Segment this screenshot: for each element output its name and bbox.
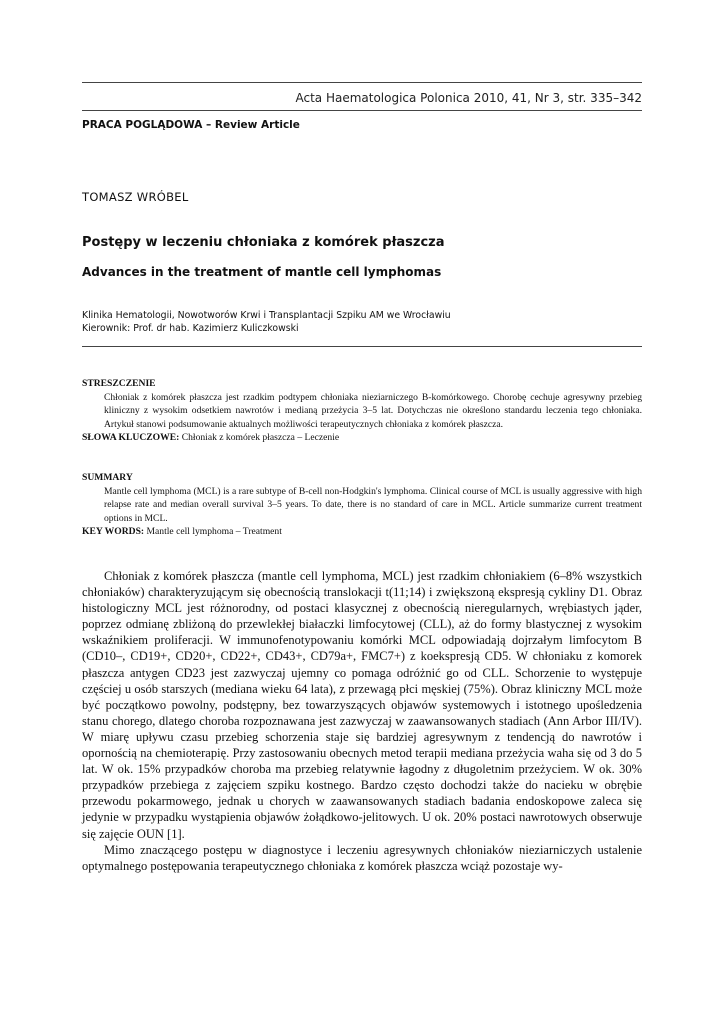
affiliation-line: Klinika Hematologii, Nowotworów Krwi i Transplantacji Szpiku AM we Wrocławiu [82,310,451,321]
summary-text: Mantle cell lymphoma (MCL) is a rare subtype of B-cell non-Hodgkin's lymphoma. Clinical course of MCL is usually aggressive with high relapse rate and median overall survival 3–5 years. To date, there is no standard of care in MCL. Article summarize current treatment options in MCL. [104,485,642,524]
affiliation [82,309,451,335]
abstract-polish [82,377,642,445]
abstract-english [82,471,642,539]
title-polish: Postępy w leczeniu chłoniaka z komórek płaszcza [82,235,445,250]
summary-heading: SUMMARY [82,472,133,483]
affiliation-rule [82,346,642,347]
title-english: Advances in the treatment of mantle cell lymphomas [82,265,442,279]
top-rule [82,82,642,83]
key-words [82,525,642,539]
key-words-value: Mantle cell lymphoma – Treatment [146,526,282,537]
keywords-label: SŁOWA KLUCZOWE: [82,432,180,443]
body-paragraph-continued: Mimo znaczącego postępu w diagnostyce i leczeniu agresywnych chłoniaków nieziarniczych ustalenie optymalnego postępowania terapeutycznego chłoniaka z komórek płaszcza wciąż pozostaje wy- [82,842,642,873]
body-paragraph: Chłoniak z komórek płaszcza (mantle cell lymphoma, MCL) jest rzadkim chłoniakiem (6–8% wszystkich chłoniaków) charakteryzującym się obecnością translokacji t(11;14) i zwiększoną ekspresją cykliny D1. Obraz histologiczny MCL jest różnorodny, od postaci klasycznej z obecnością nieregularnych, wrębiastych jąder, poprzez odmianę zbliżoną do przewlekłej białaczki limfocytowej (CLL), aż do formy blastycznej z wysokim wskaźnikiem proliferacji. W immunofenotypowaniu komórki MCL odpowiadają dojrzałym limfocytom B (CD10–, CD19+, CD20+, CD22+, CD43+, CD79a+, FMC7+) z koekspresją CD5. W chłoniaku z komorek płaszcza antygen CD23 jest zazwyczaj ujemny co pomaga odróżnić go od CLL. Schorzenie to występuje częściej u osób starszych (mediana wieku 64 lata), z przewagą płci męskiej (75%). Obraz kliniczny MCL może być początkowo powolny, podstępny, bez towarzyszących objawów systemowych i istotnego upośledzenia stanu chorego, dlatego choroba rozpoznawana jest zazwyczaj w zaawansowanych stadiach (Ann Arbor III/IV). W miarę upływu czasu przebieg schorzenia staje się bardziej agresywnym z tendencją do nawrotów i opornością na chemioterapię. Przy zastosowaniu obecnych metod terapii mediana przeżycia waha się od 3 do 5 lat. W ok. 15% przypadków choroba ma przebieg relatywnie łagodny z długoletnim przeżyciem. W ok. 30% przypadków przebiega z zajęciem szpiku kostnego. Bardzo często dochodzi także do nacieku w obrębie przewodu pokarmowego, jednak u chorych w zaawansowanych stadiach badania endoskopowe zaleca się jedynie w przypadku wystąpienia objawów żołądkowo-jelitowych. U ok. 20% postaci nawrotowych obserwuje się zajęcie OUN [1]. [82,569,642,841]
header-rule [82,110,642,111]
abstract-text: Chłoniak z komórek płaszcza jest rzadkim podtypem chłoniaka nieziarniczego B-komórkowego. Chorobę cechuje agresywny przebieg kliniczny z wysokim odsetkiem nawrotów i medianą przeżycia 3–5 lat. Dotychczas nie określono standardu leczenia tego chłoniaka. Artykuł stanowi podsumowanie aktualnych możliwości terapeutycznych chłoniaka z komórek płaszcza. [104,391,642,430]
key-words-label: KEY WORDS: [82,526,145,537]
keywords [82,431,642,445]
article-type: PRACA POGLĄDOWA – Review Article [82,119,300,131]
journal-reference: Acta Haematologica Polonica 2010, 41, Nr 3, str. 335–342 [295,91,642,105]
keywords-value: Chłoniak z komórek płaszcza – Leczenie [181,432,340,443]
abstract-heading: STRESZCZENIE [82,378,156,389]
body-text [82,568,642,874]
affiliation-head-line: Kierownik: Prof. dr hab. Kazimierz Kuliczkowski [82,323,299,334]
author-name: TOMASZ WRÓBEL [82,190,189,204]
